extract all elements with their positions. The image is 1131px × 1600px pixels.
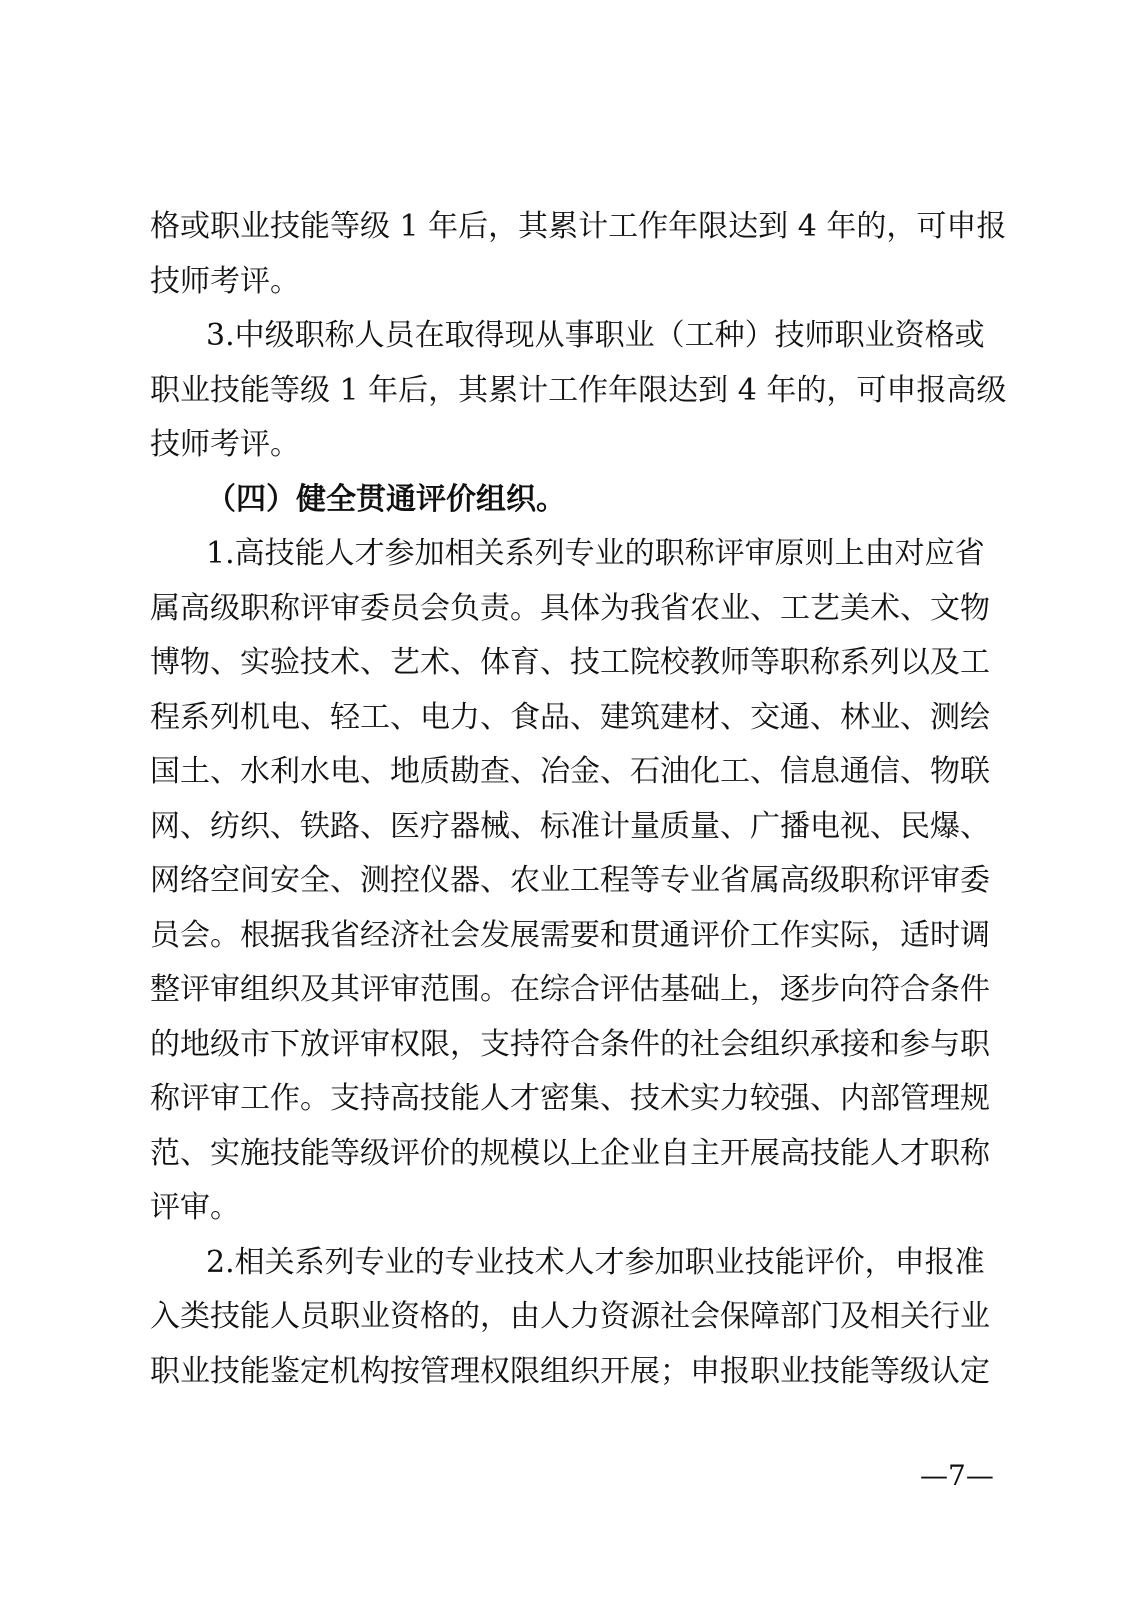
body-line: 2.相关系列专业的专业技术人才参加职业技能评价，申报准 [206, 1245, 985, 1280]
body-line: 整评审组织及其评审范围。在综合评估基础上，逐步向符合条件 [150, 972, 990, 1007]
body-line: 入类技能人员职业资格的，由人力资源社会保障部门及相关行业 [150, 1299, 990, 1334]
body-line: 技师考评。 [150, 264, 300, 299]
body-line: 程系列机电、轻工、电力、食品、建筑建材、交通、林业、测绘 [150, 700, 990, 735]
body-line: 网、纺织、铁路、医疗器械、标准计量质量、广播电视、民爆、 [150, 809, 990, 844]
body-line: 网络空间安全、测控仪器、农业工程等专业省属高级职称评审委 [150, 863, 990, 898]
body-line: 技师考评。 [150, 427, 300, 462]
body-line: 1.高技能人才参加相关系列专业的职称评审原则上由对应省 [206, 536, 985, 571]
body-line: 员会。根据我省经济社会发展需要和贯通评价工作实际，适时调 [150, 918, 990, 953]
section-heading: （四）健全贯通评价组织。 [206, 482, 566, 517]
body-line: 属高级职称评审委员会负责。具体为我省农业、工艺美术、文物 [150, 591, 990, 626]
body-line: 3.中级职称人员在取得现从事职业（工种）技师职业资格或 [206, 318, 985, 353]
body-line: 职业技能等级 1 年后，其累计工作年限达到 4 年的，可申报高级 [150, 373, 1007, 408]
body-line: 国土、水利水电、地质勘查、冶金、石油化工、信息通信、物联 [150, 754, 990, 789]
body-line: 称评审工作。支持高技能人才密集、技术实力较强、内部管理规 [150, 1081, 990, 1116]
body-line: 博物、实验技术、艺术、体育、技工院校教师等职称系列以及工 [150, 645, 990, 680]
body-line: 格或职业技能等级 1 年后，其累计工作年限达到 4 年的，可申报 [150, 209, 1007, 244]
body-line: 的地级市下放评审权限，支持符合条件的社会组织承接和参与职 [150, 1027, 990, 1062]
body-line: 范、实施技能等级评价的规模以上企业自主开展高技能人才职称 [150, 1136, 990, 1171]
page-number: —7— [920, 1459, 994, 1492]
body-line: 评审。 [150, 1190, 240, 1225]
body-line: 职业技能鉴定机构按管理权限组织开展；申报职业技能等级认定 [150, 1354, 990, 1389]
